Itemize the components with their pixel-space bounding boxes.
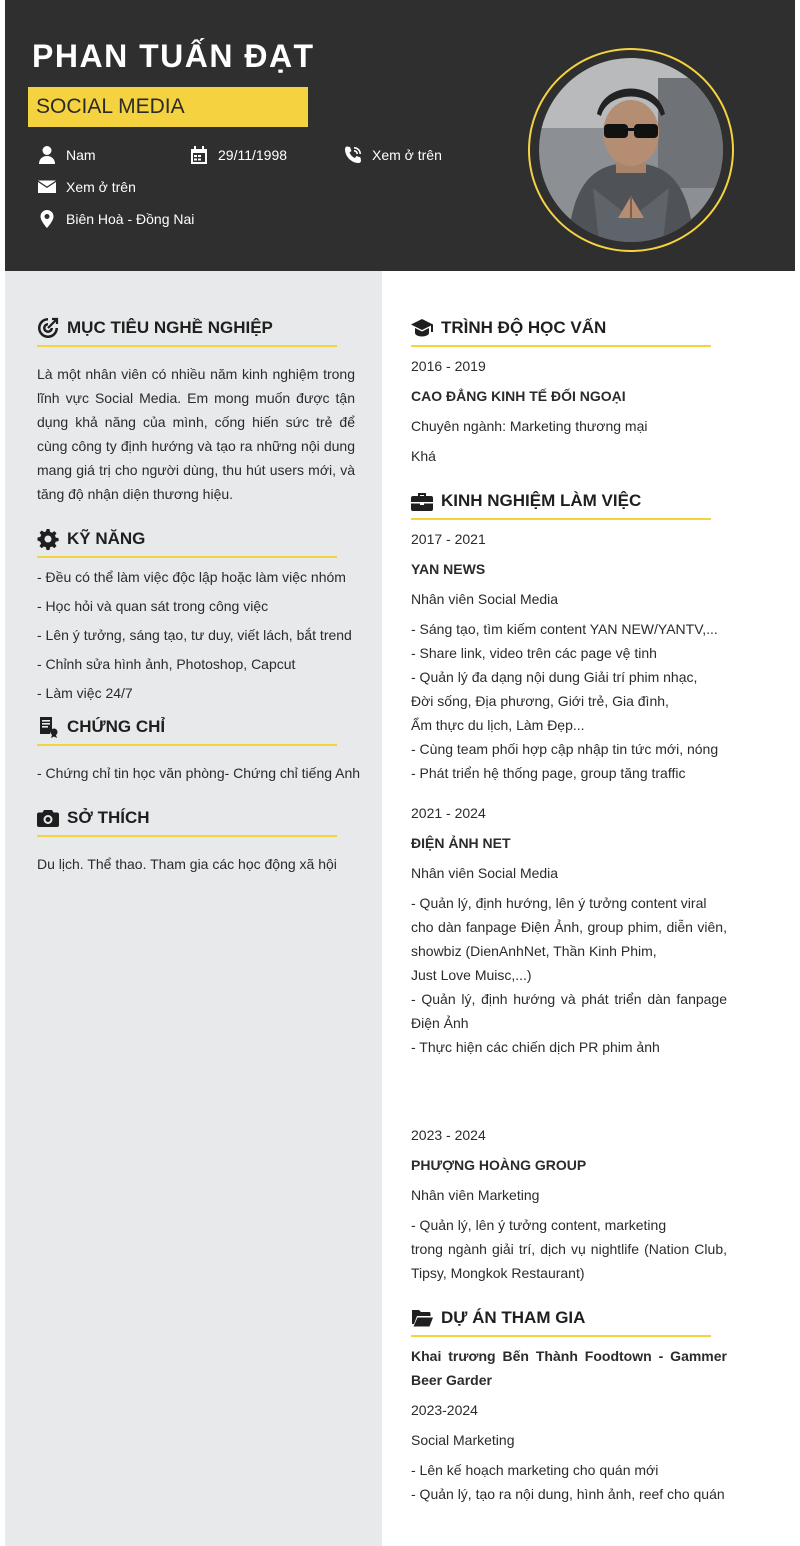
education-heading — [411, 317, 711, 347]
gender-value: Nam — [66, 147, 96, 163]
birthday-info — [189, 145, 287, 165]
experience-title: KINH NGHIỆM LÀM VIỆC — [441, 491, 642, 510]
phone-info — [343, 145, 442, 165]
job-detail: - Share link, video trên các page vệ tinh — [411, 645, 657, 661]
education-title: TRÌNH ĐỘ HỌC VẤN — [441, 318, 607, 337]
email-info — [37, 177, 136, 197]
phone-value: Xem ở trên — [372, 147, 442, 163]
job-detail: - Sáng tạo, tìm kiếm content YAN NEW/YANTV,... — [411, 621, 718, 637]
experience-heading — [411, 490, 711, 520]
briefcase-icon — [411, 490, 433, 512]
candidate-name: PHAN TUẤN ĐẠT — [32, 38, 315, 74]
skill-item: - Chỉnh sửa hình ảnh, Photoshop, Capcut — [37, 656, 296, 672]
folder-open-icon — [411, 1307, 433, 1329]
hobbies-title: SỞ THÍCH — [67, 808, 150, 827]
graduation-cap-icon — [411, 317, 433, 339]
objective-text: Là một nhân viên có nhiều năm kinh nghiệm trong lĩnh vực Social Media. Em mong muốn được tận dụng khả năng của mình, cống hiến sức trẻ để cùng công ty định hướng và tạo ra những nội dung mang giá trị cho người dùng, thu hút users mới, và tăng độ nhận diện thương hiệu. — [37, 366, 355, 502]
job-company: YAN NEWS — [411, 561, 486, 577]
job-detail: trong ngành giải trí, dịch vụ nightlife (Nation Club, Tipsy, Mongkok Restaurant) — [411, 1241, 727, 1281]
skills-heading — [37, 528, 337, 558]
skill-item: - Học hỏi và quan sát trong công việc — [37, 598, 269, 614]
education-major: Chuyên ngành: Marketing thương mại — [411, 418, 648, 434]
job-company: ĐIỆN ẢNH NET — [411, 835, 511, 851]
certificate-icon — [37, 716, 59, 738]
birthday-value: 29/11/1998 — [218, 147, 288, 163]
address-info — [37, 209, 194, 229]
person-icon — [37, 145, 57, 165]
job-detail: - Thực hiện các chiến dịch PR phim ảnh — [411, 1039, 660, 1055]
certificates-text: - Chứng chỉ tin học văn phòng- Chứng chỉ tiếng Anh — [37, 765, 361, 781]
job-detail: Đời sống, Địa phương, Giới trẻ, Gia đình, — [411, 693, 669, 709]
job-period: 2023 - 2024 — [411, 1127, 486, 1143]
project-name: Khai trương Bến Thành Foodtown - Gammer Beer Garder — [411, 1348, 727, 1388]
skill-item: - Làm việc 24/7 — [37, 685, 133, 701]
education-period: 2016 - 2019 — [411, 358, 486, 374]
hobbies-text: Du lịch. Thể thao. Tham gia các học động xã hội — [37, 856, 337, 872]
job-detail: - Phát triển hệ thống page, group tăng traffic — [411, 765, 686, 781]
gender-info — [37, 145, 96, 165]
projects-title: DỰ ÁN THAM GIA — [441, 1308, 586, 1327]
education-school: CAO ĐẲNG KINH TẾ ĐỐI NGOẠI — [411, 388, 626, 404]
profile-photo — [538, 58, 724, 242]
job-detail: showbiz (DienAnhNet, Thần Kinh Phim, — [411, 943, 657, 959]
job-role: Nhân viên Social Media — [411, 865, 559, 881]
mail-icon — [37, 177, 57, 197]
calendar-icon — [189, 145, 209, 165]
job-detail: - Quản lý, định hướng, lên ý tưởng content viral — [411, 895, 707, 911]
project-detail: - Quản lý, tạo ra nội dung, hình ảnh, reef cho quán — [411, 1486, 725, 1502]
job-company: PHƯỢNG HOÀNG GROUP — [411, 1157, 587, 1173]
skills-title: KỸ NĂNG — [67, 529, 146, 548]
job-detail: Ẩm thực du lịch, Làm Đẹp... — [411, 717, 585, 733]
education-grade: Khá — [411, 448, 436, 464]
job-role: Nhân viên Marketing — [411, 1187, 540, 1203]
email-value: Xem ở trên — [66, 179, 136, 195]
job-role: Nhân viên Social Media — [411, 591, 559, 607]
job-detail: - Quản lý, lên ý tưởng content, marketing — [411, 1217, 667, 1233]
projects-heading — [411, 1307, 711, 1337]
job-detail: - Quản lý đa dạng nội dung Giải trí phim nhạc, — [411, 669, 698, 685]
job-period: 2021 - 2024 — [411, 805, 486, 821]
skill-item: - Đều có thể làm việc độc lập hoặc làm việc nhóm — [37, 569, 346, 585]
location-pin-icon — [37, 209, 57, 229]
project-detail: - Lên kế hoạch marketing cho quán mới — [411, 1462, 659, 1478]
project-role: Social Marketing — [411, 1432, 515, 1448]
phone-icon — [343, 145, 363, 165]
camera-icon — [37, 807, 59, 829]
hobbies-heading — [37, 807, 337, 837]
job-period: 2017 - 2021 — [411, 531, 486, 547]
target-icon — [37, 317, 59, 339]
job-detail: - Quản lý, định hướng và phát triển dàn fanpage Điện Ảnh — [411, 991, 727, 1031]
job-detail: cho dàn fanpage Điện Ảnh, group phim, diễn viên, — [411, 919, 727, 935]
avatar — [528, 48, 734, 252]
certificates-title: CHỨNG CHỈ — [67, 717, 166, 736]
project-period: 2023-2024 — [411, 1402, 478, 1418]
address-value: Biên Hoà - Đồng Nai — [66, 211, 195, 227]
skill-item: - Lên ý tưởng, sáng tạo, tư duy, viết lách, bắt trend — [37, 627, 352, 643]
objective-heading — [37, 317, 337, 347]
objective-title: MỤC TIÊU NGHỀ NGHIỆP — [67, 318, 273, 337]
job-detail: - Cùng team phối hợp cập nhập tin tức mới, nóng — [411, 741, 719, 757]
gear-icon — [37, 528, 59, 550]
certificates-heading — [37, 716, 337, 746]
job-detail: Just Love Muisc,...) — [411, 967, 532, 983]
position-badge: SOCIAL MEDIA — [28, 87, 308, 127]
